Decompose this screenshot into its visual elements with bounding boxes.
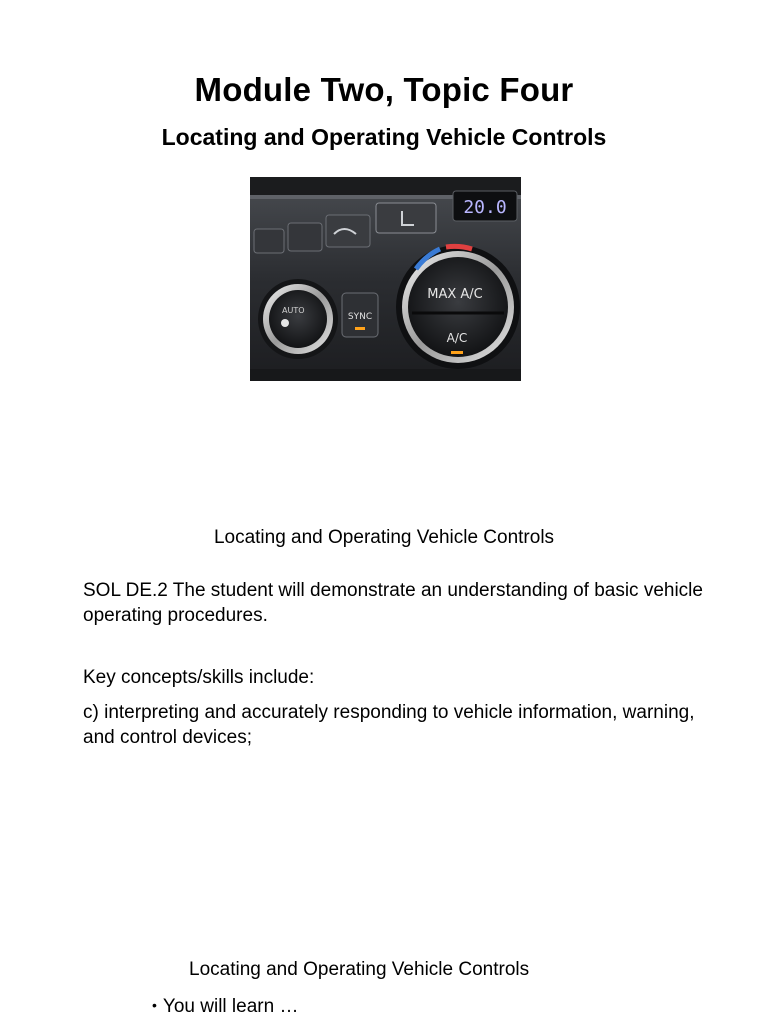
max-ac-label: MAX A/C: [427, 287, 483, 302]
key-concepts-label: Key concepts/skills include:: [83, 667, 315, 688]
slide-heading: Locating and Operating Vehicle Controls: [213, 527, 555, 548]
slide-title: Module Two, Topic Four: [194, 71, 574, 108]
sol-paragraph: SOL DE.2 The student will demonstrate an understanding of basic vehicle operating procedures.: [83, 580, 703, 626]
ac-label: A/C: [446, 331, 468, 345]
bullet-text: You will learn …: [162, 996, 299, 1017]
bullet-item: [152, 996, 298, 1018]
sync-label: SYNC: [347, 312, 373, 322]
climate-control-photo: [250, 177, 521, 381]
temperature-display: 20.0: [463, 197, 507, 218]
slide-subtitle: Locating and Operating Vehicle Controls: [161, 124, 607, 150]
bullet-marker: •: [152, 997, 157, 1013]
concept-item-c: c) interpreting and accurately responding to vehicle information, warning, and control devices;: [83, 702, 695, 748]
slide-heading: Locating and Operating Vehicle Controls: [189, 959, 530, 980]
auto-label: AUTO: [282, 306, 305, 315]
